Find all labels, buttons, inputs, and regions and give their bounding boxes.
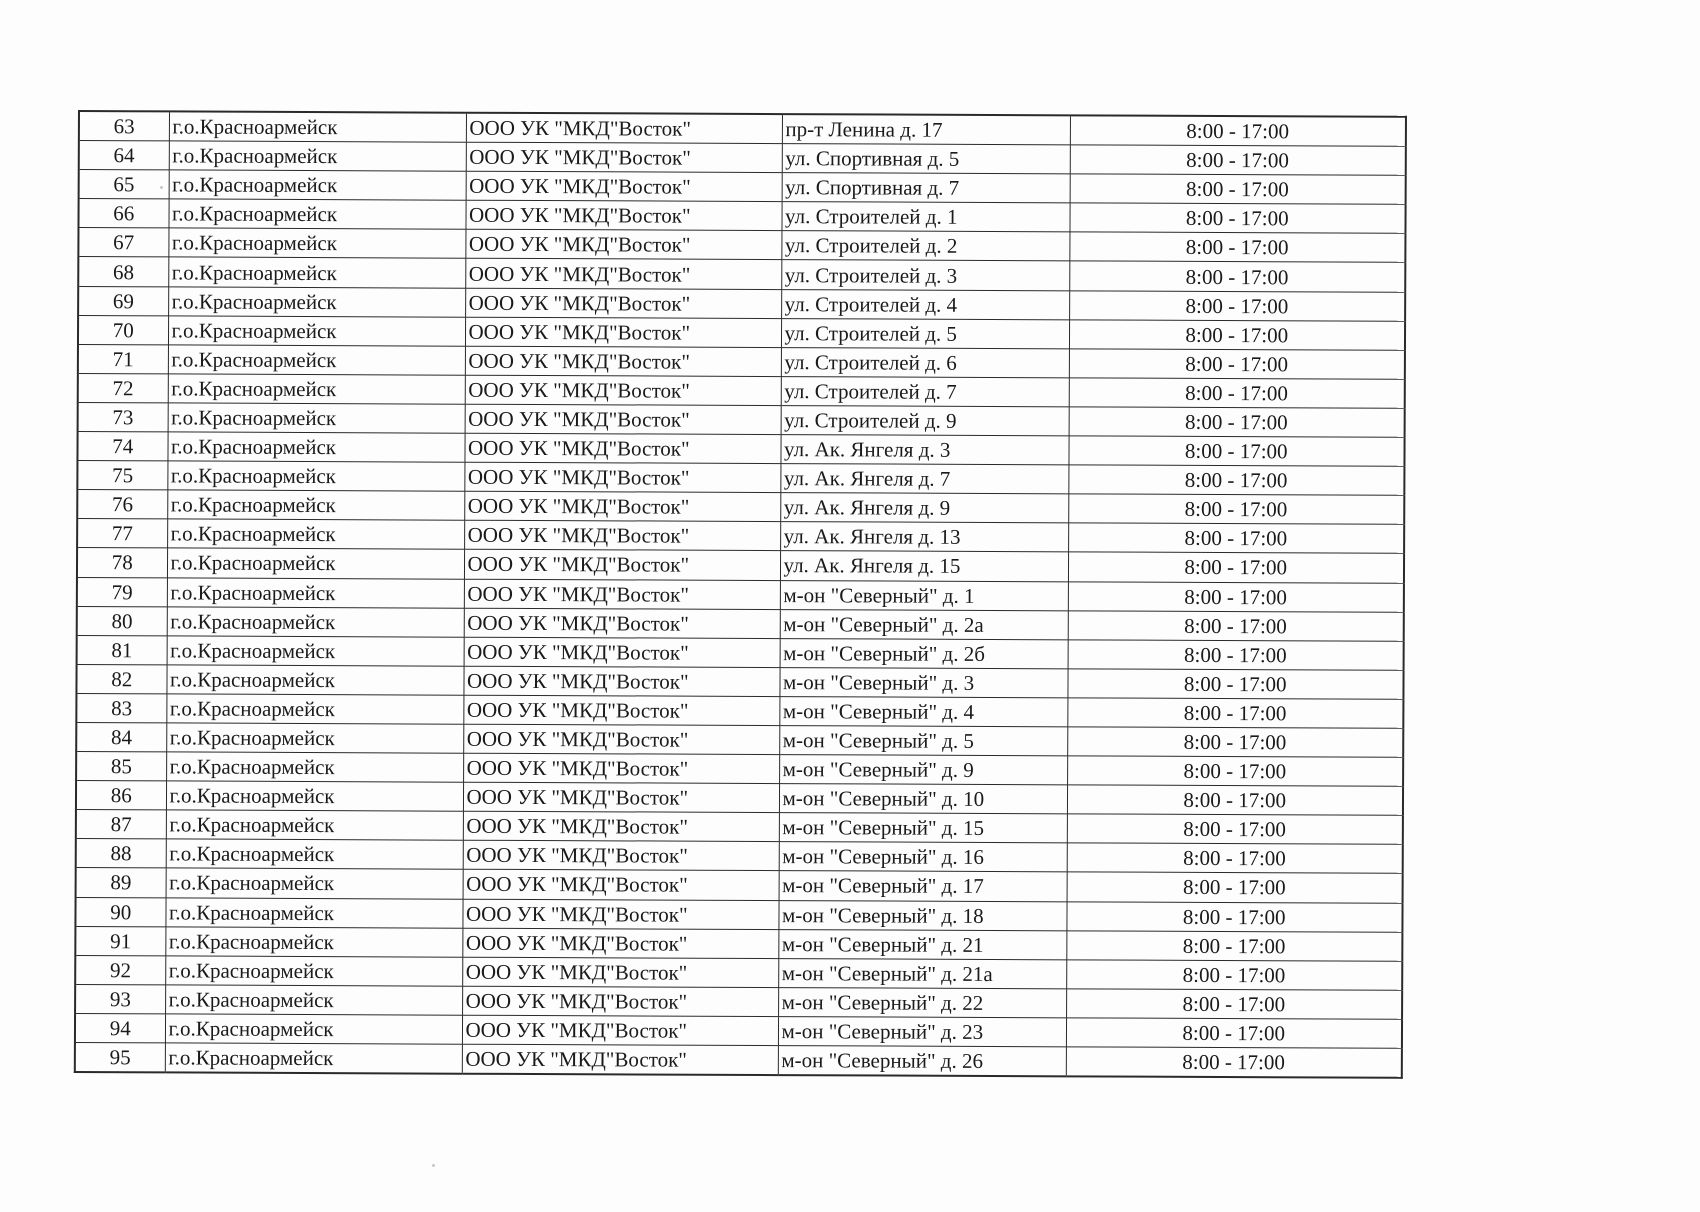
city-cell: г.о.Красноармейск [169,141,466,171]
address-cell: ул. Строителей д. 7 [781,376,1069,406]
city-cell: г.о.Красноармейск [166,665,463,695]
row-number-cell: 92 [75,955,165,984]
row-number-cell: 79 [77,577,167,606]
row-number-cell: 81 [77,635,167,664]
row-number-cell: 93 [75,984,165,1013]
city-cell: г.о.Красноармейск [167,519,464,549]
address-cell: ул. Строителей д. 1 [781,202,1069,232]
row-number-cell: 68 [78,257,168,286]
working-hours-cell: 8:00 - 17:00 [1069,319,1405,350]
row-number-cell: 63 [79,111,169,141]
address-cell: ул. Спортивная д. 5 [782,144,1070,174]
table-row [75,1042,1402,1077]
address-cell: м-он "Северный" д. 15 [779,813,1067,843]
row-number-cell: 88 [76,839,166,868]
city-cell: г.о.Красноармейск [168,199,465,229]
scan-speck [160,186,163,189]
address-cell: м-он "Северный" д. 17 [779,871,1067,901]
working-hours-cell: 8:00 - 17:00 [1068,523,1404,554]
organization-cell: ООО УК "МКД"Восток" [466,171,782,201]
row-number-cell: 83 [76,693,166,722]
address-cell: ул. Спортивная д. 7 [782,173,1070,203]
organization-cell: ООО УК "МКД"Восток" [463,841,779,871]
city-cell: г.о.Красноармейск [168,374,465,404]
organization-cell: ООО УК "МКД"Восток" [463,782,779,812]
address-cell: м-он "Северный" д. 18 [778,900,1066,930]
address-cell: ул. Ак. Янгеля д. 7 [780,464,1068,494]
working-hours-cell: 8:00 - 17:00 [1067,669,1403,700]
row-number-cell: 89 [76,868,166,897]
address-cell: м-он "Северный" д. 9 [779,755,1067,785]
row-number-cell: 74 [77,432,167,461]
address-cell: ул. Ак. Янгеля д. 15 [780,551,1068,581]
working-hours-cell: 8:00 - 17:00 [1066,989,1402,1020]
city-cell: г.о.Красноармейск [165,927,462,957]
address-cell: м-он "Северный" д. 16 [779,842,1067,872]
city-cell: г.о.Красноармейск [166,752,463,782]
organization-cell: ООО УК "МКД"Восток" [464,521,780,551]
address-cell: м-он "Северный" д. 3 [779,667,1067,697]
organization-cell: ООО УК "МКД"Восток" [463,666,779,696]
organization-cell: ООО УК "МКД"Восток" [465,230,781,260]
organization-cell: ООО УК "МКД"Восток" [466,113,782,144]
row-number-cell: 91 [75,926,165,955]
working-hours-cell: 8:00 - 17:00 [1068,640,1404,671]
row-number-cell: 70 [78,315,168,344]
row-number-cell: 78 [77,548,167,577]
city-cell: г.о.Красноармейск [167,577,464,607]
working-hours-cell: 8:00 - 17:00 [1069,349,1405,380]
working-hours-cell: 8:00 - 17:00 [1068,436,1404,467]
row-number-cell: 94 [75,1013,165,1042]
working-hours-cell: 8:00 - 17:00 [1069,232,1405,263]
working-hours-cell: 8:00 - 17:00 [1069,290,1405,321]
organization-cell: ООО УК "МКД"Восток" [465,404,781,434]
row-number-cell: 87 [76,810,166,839]
row-number-cell: 76 [77,490,167,519]
row-number-cell: 95 [75,1042,165,1072]
city-cell: г.о.Красноармейск [167,606,464,636]
address-cell: м-он "Северный" д. 22 [778,987,1066,1017]
row-number-cell: 71 [78,344,168,373]
row-number-cell: 67 [78,228,168,257]
organization-cell: ООО УК "МКД"Восток" [466,142,782,172]
row-number-cell: 77 [77,519,167,548]
address-cell: м-он "Северный" д. 5 [779,726,1067,756]
working-hours-cell: 8:00 - 17:00 [1068,581,1404,612]
city-cell: г.о.Красноармейск [166,868,463,898]
address-cell: м-он "Северный" д. 1 [780,580,1068,610]
working-hours-cell: 8:00 - 17:00 [1066,1047,1402,1078]
city-cell: г.о.Красноармейск [167,548,464,578]
working-hours-cell: 8:00 - 17:00 [1067,814,1403,845]
organization-cell: ООО УК "МКД"Восток" [464,491,780,521]
address-hours-table [74,110,1407,1079]
organization-cell: ООО УК "МКД"Восток" [465,288,781,318]
city-cell: г.о.Красноармейск [169,170,466,200]
working-hours-cell: 8:00 - 17:00 [1069,261,1405,292]
city-cell: г.о.Красноармейск [166,810,463,840]
address-cell: м-он "Северный" д. 23 [778,1016,1066,1046]
working-hours-cell: 8:00 - 17:00 [1070,145,1406,176]
organization-cell: ООО УК "МКД"Восток" [464,462,780,492]
city-cell: г.о.Красноармейск [169,111,466,142]
organization-cell: ООО УК "МКД"Восток" [462,957,778,987]
working-hours-cell: 8:00 - 17:00 [1066,901,1402,932]
working-hours-cell: 8:00 - 17:00 [1068,494,1404,525]
organization-cell: ООО УК "МКД"Восток" [465,259,781,289]
working-hours-cell: 8:00 - 17:00 [1067,843,1403,874]
organization-cell: ООО УК "МКД"Восток" [465,317,781,347]
address-cell: м-он "Северный" д. 4 [779,696,1067,726]
address-cell: ул. Ак. Янгеля д. 9 [780,493,1068,523]
organization-cell: ООО УК "МКД"Восток" [463,870,779,900]
city-cell: г.о.Красноармейск [165,956,462,986]
row-number-cell: 64 [79,141,169,170]
scan-speck [432,1164,435,1167]
working-hours-cell: 8:00 - 17:00 [1070,115,1406,146]
city-cell: г.о.Красноармейск [167,432,464,462]
row-number-cell: 75 [77,461,167,490]
working-hours-cell: 8:00 - 17:00 [1068,610,1404,641]
city-cell: г.о.Красноармейск [168,286,465,316]
working-hours-cell: 8:00 - 17:00 [1068,465,1404,496]
row-number-cell: 80 [77,606,167,635]
city-cell: г.о.Красноармейск [165,985,462,1015]
city-cell: г.о.Красноармейск [166,781,463,811]
city-cell: г.о.Красноармейск [168,228,465,258]
row-number-cell: 85 [76,752,166,781]
organization-cell: ООО УК "МКД"Восток" [462,928,778,958]
city-cell: г.о.Красноармейск [167,490,464,520]
organization-cell: ООО УК "МКД"Восток" [463,695,779,725]
city-cell: г.о.Красноармейск [167,636,464,666]
city-cell: г.о.Красноармейск [165,1014,462,1044]
city-cell: г.о.Красноармейск [168,316,465,346]
city-cell: г.о.Красноармейск [168,345,465,375]
city-cell: г.о.Красноармейск [168,257,465,287]
address-cell: м-он "Северный" д. 21 [778,929,1066,959]
address-cell: ул. Строителей д. 2 [781,231,1069,261]
city-cell: г.о.Красноармейск [166,723,463,753]
working-hours-cell: 8:00 - 17:00 [1067,785,1403,816]
address-cell: м-он "Северный" д. 2б [780,638,1068,668]
address-cell: м-он "Северный" д. 10 [779,784,1067,814]
organization-cell: ООО УК "МКД"Восток" [463,753,779,783]
address-cell: м-он "Северный" д. 21а [778,958,1066,988]
working-hours-cell: 8:00 - 17:00 [1066,1018,1402,1049]
working-hours-cell: 8:00 - 17:00 [1067,698,1403,729]
city-cell: г.о.Красноармейск [166,839,463,869]
city-cell: г.о.Красноармейск [165,897,462,927]
organization-cell: ООО УК "МКД"Восток" [462,1044,778,1075]
address-cell: пр-т Ленина д. 17 [782,114,1070,145]
working-hours-cell: 8:00 - 17:00 [1069,378,1405,409]
organization-cell: ООО УК "МКД"Восток" [463,724,779,754]
city-cell: г.о.Красноармейск [167,461,464,491]
row-number-cell: 72 [78,373,168,402]
address-cell: ул. Ак. Янгеля д. 3 [780,435,1068,465]
city-cell: г.о.Красноармейск [165,1043,462,1074]
row-number-cell: 84 [76,722,166,751]
address-cell: ул. Строителей д. 5 [781,318,1069,348]
working-hours-cell: 8:00 - 17:00 [1067,756,1403,787]
address-cell: м-он "Северный" д. 26 [778,1046,1066,1077]
organization-cell: ООО УК "МКД"Восток" [462,899,778,929]
organization-cell: ООО УК "МКД"Восток" [464,608,780,638]
address-cell: ул. Строителей д. 6 [781,347,1069,377]
row-number-cell: 86 [76,781,166,810]
organization-cell: ООО УК "МКД"Восток" [464,550,780,580]
address-cell: м-он "Северный" д. 2а [780,609,1068,639]
working-hours-cell: 8:00 - 17:00 [1066,960,1402,991]
city-cell: г.о.Красноармейск [166,694,463,724]
address-cell: ул. Ак. Янгеля д. 13 [780,522,1068,552]
row-number-cell: 66 [78,199,168,228]
working-hours-cell: 8:00 - 17:00 [1070,174,1406,205]
address-cell: ул. Строителей д. 3 [781,260,1069,290]
row-number-cell: 73 [78,402,168,431]
organization-cell: ООО УК "МКД"Восток" [465,375,781,405]
organization-cell: ООО УК "МКД"Восток" [463,811,779,841]
working-hours-cell: 8:00 - 17:00 [1068,552,1404,583]
address-cell: ул. Строителей д. 4 [781,289,1069,319]
working-hours-cell: 8:00 - 17:00 [1066,930,1402,961]
address-cell: ул. Строителей д. 9 [781,406,1069,436]
organization-cell: ООО УК "МКД"Восток" [465,200,781,230]
working-hours-cell: 8:00 - 17:00 [1069,407,1405,438]
working-hours-cell: 8:00 - 17:00 [1069,203,1405,234]
table-body [75,111,1406,1078]
working-hours-cell: 8:00 - 17:00 [1067,727,1403,758]
organization-cell: ООО УК "МКД"Восток" [464,637,780,667]
city-cell: г.о.Красноармейск [168,403,465,433]
organization-cell: ООО УК "МКД"Восток" [462,986,778,1016]
row-number-cell: 65 [79,170,169,199]
organization-cell: ООО УК "МКД"Восток" [464,433,780,463]
organization-cell: ООО УК "МКД"Восток" [465,346,781,376]
row-number-cell: 69 [78,286,168,315]
working-hours-cell: 8:00 - 17:00 [1067,872,1403,903]
organization-cell: ООО УК "МКД"Восток" [462,1015,778,1045]
row-number-cell: 90 [75,897,165,926]
organization-cell: ООО УК "МКД"Восток" [464,579,780,609]
row-number-cell: 82 [76,664,166,693]
